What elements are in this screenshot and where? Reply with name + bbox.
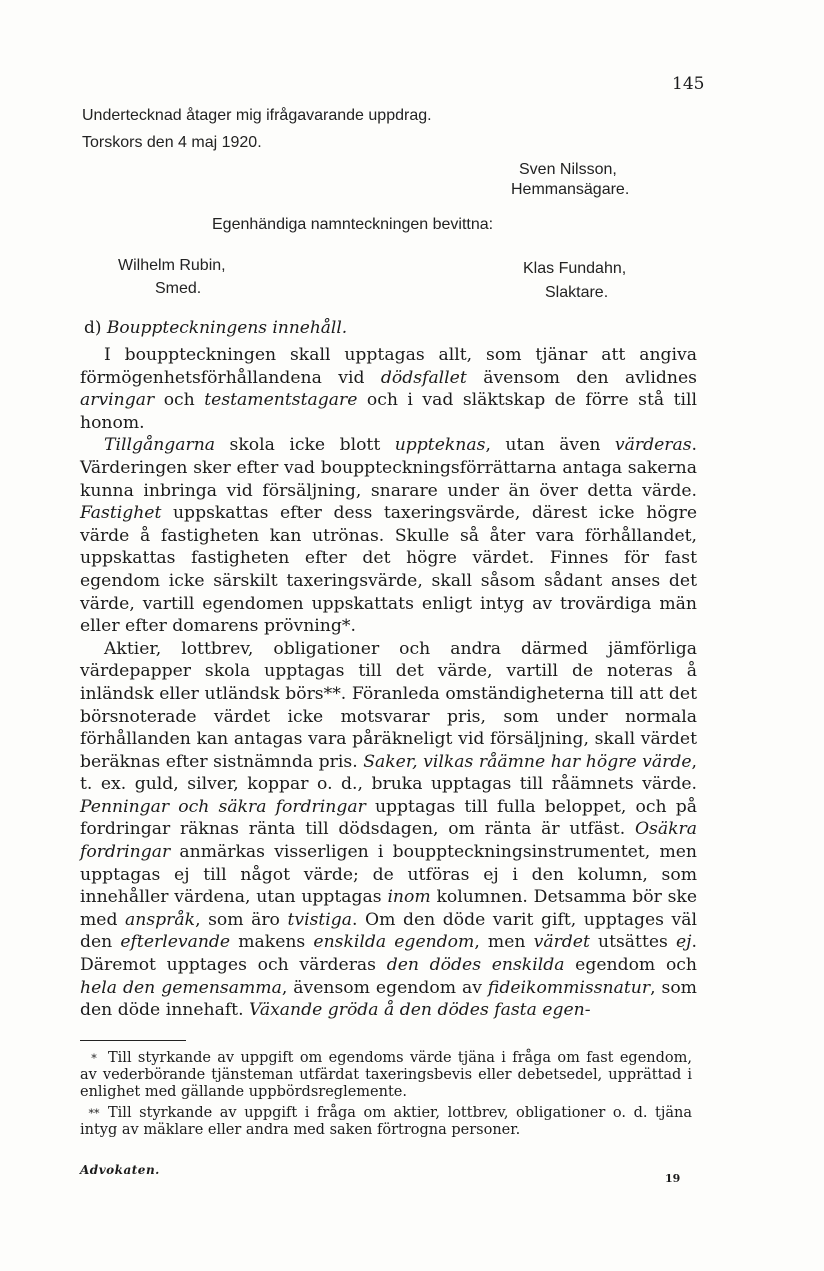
acceptance-statement: Undertecknad åtager mig ifrågavarande uppdrag.: [82, 107, 432, 124]
page-number: 145: [672, 74, 705, 94]
witness2-title: Slaktare.: [545, 284, 609, 301]
footnote-1-text: Till styrkande av uppgift om egendoms värde tjäna i fråga om fast egendom, av vederbörande tjänsteman utfärdat taxeringsbevis eller debetsedel, upprättad i enlighet med gällande uppbördsreglemente.: [80, 1050, 692, 1100]
footnote-1-mark: *: [91, 1052, 97, 1065]
body-text: [80, 344, 697, 1022]
footnote-2: [80, 1105, 692, 1139]
witness2-name: Klas Fundahn,: [523, 260, 627, 277]
witness1-name: Wilhelm Rubin,: [118, 257, 226, 274]
footnotes: [80, 1050, 692, 1143]
section-title: Bouppteckningens innehåll.: [106, 318, 348, 338]
signature-book-title: Advokaten.: [80, 1163, 160, 1177]
section-heading: [84, 318, 347, 338]
signer-title: Hemmansägare.: [511, 181, 630, 198]
footnote-1: [80, 1050, 692, 1101]
paragraph-assets: Tillgångarna skola icke blott uppteknas, utan även värderas. Värderingen sker efter vad bouppteckningsförrättarna antaga sakerna kunna inbringa vid försäljning, snarare under än över detta värde. Fastighet uppskattas efter dess taxeringsvärde, därest icke högre värde å fastigheten kan utrönas. Skulle så åter vara förhållandet, uppskattas fastigheten efter det högre värdet. Finnes för fast egendom icke särskilt taxeringsvärde, skall såsom sådant anses det värde, vartill egendomen uppskattats enligt intyg av trovärdiga män eller efter domarens prövning*.: [80, 435, 697, 637]
section-marker: d): [84, 318, 102, 338]
paragraph-estate-contents: I bouppteckningen skall upptagas allt, som tjänar att angiva förmögenhetsförhållandena vid dödsfallet ävensom den avlidnes arvingar och testamentstagare och i vad släktskap de förre stå till honom.: [80, 345, 697, 433]
signer-name: Sven Nilsson,: [519, 161, 617, 178]
footnote-divider: [80, 1040, 186, 1041]
witness1-title: Smed.: [155, 280, 202, 297]
footnote-2-mark: **: [88, 1107, 100, 1120]
place-and-date: Torskors den 4 maj 1920.: [82, 134, 262, 151]
footnote-2-text: Till styrkande av uppgift i fråga om aktier, lottbrev, obligationer o. d. tjäna intyg av mäklare eller andra med saken förtrogna personer.: [80, 1105, 692, 1138]
signature-sheet-number: 19: [665, 1172, 681, 1185]
paragraph-securities: Aktier, lottbrev, obligationer och andra därmed jämförliga värdepapper skola upptagas till det värde, vartill de noteras å inländsk eller utländsk börs**. Föranleda omständigheterna till att det börsnoterade värdet icke motsvarar pris, som under normala förhållanden kan antagas vara påräkneligt vid försäljning, skall värdet beräknas efter sistnämnda pris. Saker, vilkas råämne har högre värde, t. ex. guld, silver, koppar o. d., bruka upptagas till råämnets värde. Penningar och säkra fordringar upptagas till fulla beloppet, och på fordringar räknas ränta till dödsdagen, om ränta är utfäst. Osäkra fordringar anmärkas visserligen i bouppteckningsinstrumentet, men upptagas ej till något värde; de utföras ej i den kolumn, som innehåller värdena, utan upptagas inom kolumnen. Detsamma bör ske med anspråk, som äro tvistiga. Om den döde varit gift, upptages väl den efterlevande makens enskilda egendom, men värdet utsättes ej. Däremot upptages och värderas den dödes enskilda egendom och hela den gemensamma, ävensom egendom av fideikommissnatur, som den döde innehaft. Växande gröda å den dödes fasta egen-: [80, 638, 698, 1021]
witness-caption: Egenhändiga namnteckningen bevittna:: [212, 216, 494, 233]
